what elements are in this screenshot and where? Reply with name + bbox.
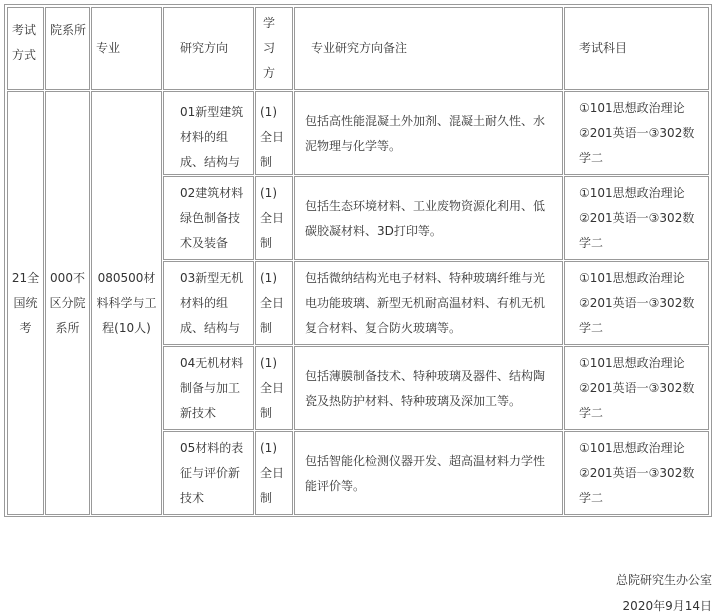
notes-cell-1 — [294, 91, 563, 175]
research-text-2: 02建筑材料绿色制备技术及装备 — [180, 186, 244, 250]
subject-3-1: ①101思想政治理论 — [579, 271, 685, 285]
subjects-cell-4 — [564, 346, 709, 430]
study-mode-text-4: (1)全日制 — [260, 356, 285, 420]
exam-mode-cell — [7, 91, 44, 515]
notes-text-5: 包括智能化检测仪器开发、超高温材料力学性能评价等。 — [305, 454, 546, 493]
header-major — [91, 7, 162, 90]
subject-4-1: ①101思想政治理论 — [579, 356, 685, 370]
subject-2-1: ①101思想政治理论 — [579, 186, 685, 200]
header-major-text: 专业 — [96, 41, 121, 55]
subject-1-2: ②201英语一③302数学二 — [579, 126, 695, 165]
header-notes — [294, 7, 563, 90]
header-department — [45, 7, 90, 90]
research-cell-4 — [163, 346, 254, 430]
notes-cell-3 — [294, 261, 563, 345]
subject-3-2: ②201英语一③302数学二 — [579, 296, 695, 335]
notes-text-1: 包括高性能混凝土外加剂、混凝土耐久性、水泥物理与化学等。 — [305, 114, 546, 153]
subject-4-2: ②201英语一③302数学二 — [579, 381, 695, 420]
study-mode-cell-2 — [255, 176, 293, 260]
notes-cell-4 — [294, 346, 563, 430]
header-study-mode — [255, 7, 293, 90]
subject-4-3 — [579, 426, 706, 430]
study-mode-cell-5 — [255, 431, 293, 515]
subject-2-2: ②201英语一③302数学二 — [579, 211, 695, 250]
major-value: 080500材料科学与工程(10人) — [96, 270, 157, 335]
exam-mode-value: 21全国统考 — [11, 270, 40, 335]
subject-1-3 — [579, 171, 706, 175]
research-text-1: 01新型建筑材料的组成、结构与 — [180, 105, 244, 169]
study-mode-text-2: (1)全日制 — [260, 186, 285, 250]
study-mode-cell-3 — [255, 261, 293, 345]
subject-3-3 — [579, 341, 706, 345]
department-cell — [45, 91, 90, 515]
subjects-cell-3 — [564, 261, 709, 345]
subjects-cell-5 — [564, 431, 709, 515]
research-cell-3 — [163, 261, 254, 345]
research-cell-1 — [163, 91, 254, 175]
research-text-5: 05材料的表征与评价新技术 — [180, 441, 244, 505]
subject-5-2: ②201英语一③302数学二 — [579, 466, 695, 505]
study-mode-cell-4 — [255, 346, 293, 430]
department-value: 000不区分院系所 — [49, 270, 86, 335]
subject-2-3 — [579, 256, 706, 260]
header-exam-mode-text: 考试方式 — [12, 23, 37, 62]
subjects-cell-2 — [564, 176, 709, 260]
header-subjects — [564, 7, 709, 90]
header-subjects-text: 考试科目 — [579, 41, 628, 55]
footer-date: 2020年9月14日 — [622, 599, 712, 613]
header-study-mode-text: 学习方 — [263, 16, 276, 80]
subjects-cell-1 — [564, 91, 709, 175]
study-mode-text-3: (1)全日制 — [260, 271, 285, 335]
notes-text-4: 包括薄膜制备技术、特种玻璃及器件、结构陶瓷及热防护材料、特种玻璃及深加工等。 — [305, 369, 546, 408]
study-mode-text-1: (1)全日制 — [260, 105, 285, 169]
study-mode-text-5: (1)全日制 — [260, 441, 285, 505]
subject-5-1: ①101思想政治理论 — [579, 441, 685, 455]
subject-5-3 — [579, 511, 706, 515]
header-notes-text: 专业研究方向备注 — [311, 41, 408, 55]
major-cell — [91, 91, 162, 515]
subject-1-1: ①101思想政治理论 — [579, 101, 685, 115]
footer-office: 总院研究生办公室 — [615, 573, 712, 587]
header-research — [163, 7, 254, 90]
research-text-3: 03新型无机材料的组成、结构与 — [180, 271, 244, 335]
study-mode-cell-1 — [255, 91, 293, 175]
header-department-text: 院系所 — [50, 23, 87, 37]
header-research-text: 研究方向 — [180, 41, 229, 55]
admissions-table — [4, 4, 712, 517]
notes-text-2: 包括生态环境材料、工业废物资源化利用、低碳胶凝材料、3D打印等。 — [305, 199, 546, 238]
research-text-4: 04无机材料制备与加工新技术 — [180, 356, 244, 420]
notes-cell-2 — [294, 176, 563, 260]
notes-text-3: 包括微纳结构光电子材料、特种玻璃纤维与光电功能玻璃、新型无机耐高温材料、有机无机复合材料、复合防火玻璃等。 — [305, 271, 546, 335]
research-cell-5 — [163, 431, 254, 515]
research-cell-2 — [163, 176, 254, 260]
header-exam-mode — [7, 7, 44, 90]
notes-cell-5 — [294, 431, 563, 515]
